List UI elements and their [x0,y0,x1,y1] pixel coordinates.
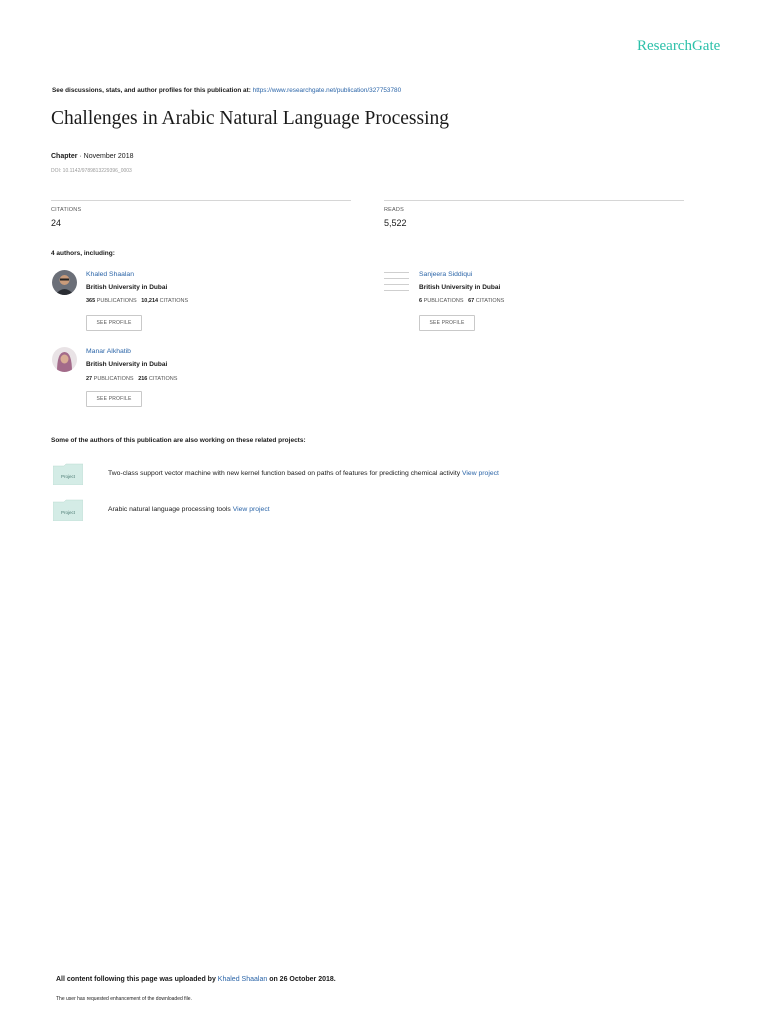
reads-label: READS [384,207,404,213]
author-avatar-khaled-shaalan[interactable] [52,270,77,295]
citations-value: 24 [51,218,62,228]
author-stats: 27 PUBLICATIONS 216 CITATIONS [86,376,178,382]
project-folder-icon [53,499,83,521]
uploader-link[interactable]: Khaled Shaalan [217,976,268,983]
see-profile-button[interactable]: SEE PROFILE [86,315,142,331]
publication-type: Chapter [51,153,78,160]
see-profile-button[interactable]: SEE PROFILE [86,391,142,407]
discussion-prefix: See discussions, stats, and author profiles for this publication at: [52,87,251,94]
project-item [108,506,270,513]
author-name-link[interactable]: Manar Alkhatib [86,348,131,355]
view-project-link[interactable]: View project [232,506,270,513]
author-avatar-manar-alkhatib[interactable] [52,347,77,372]
author-avatar-placeholder[interactable] [384,272,409,297]
project-title: Two-class support vector machine with new kernel function based on paths of features for predicting chemical activity [108,470,461,477]
author-name-link[interactable]: Sanjeera Siddiqui [419,271,473,278]
project-title: Arabic natural language processing tools [108,506,231,513]
publication-title: Challenges in Arabic Natural Language Processing [51,108,450,129]
author-stats: 6 PUBLICATIONS 67 CITATIONS [419,298,505,304]
authors-heading: 4 authors, including: [51,250,115,257]
author-affiliation: British University in Dubai [86,361,168,368]
author-affiliation: British University in Dubai [419,284,501,291]
upload-note: All content following this page was uploaded by Khaled Shaalan on 26 October 2018. [56,976,336,983]
reads-value: 5,522 [384,218,407,228]
publication-date: · November 2018 [79,153,134,160]
publication-doi: DOI: 10.1142/9789813229396_0003 [51,168,132,174]
related-projects-heading: Some of the authors of this publication are also working on these related projects: [51,437,306,444]
enhancement-note: The user has requested enhancement of the downloaded file. [56,996,192,1002]
researchgate-logo[interactable]: ResearchGate [637,38,721,54]
discussion-line [52,87,401,94]
project-item [108,470,499,477]
project-folder-icon [53,463,83,485]
citations-label: CITATIONS [51,207,82,213]
publication-meta [51,153,134,160]
view-project-link[interactable]: View project [462,470,499,477]
author-affiliation: British University in Dubai [86,284,168,291]
citations-divider [51,200,351,201]
author-stats: 365 PUBLICATIONS 10,214 CITATIONS [86,298,189,304]
publication-url-link[interactable]: https://www.researchgate.net/publication/327753780 [252,87,402,94]
reads-divider [384,200,684,201]
see-profile-button[interactable]: SEE PROFILE [419,315,475,331]
svg-text:Project: Project [60,510,76,515]
svg-text:Project: Project [60,474,76,479]
author-name-link[interactable]: Khaled Shaalan [86,271,134,278]
